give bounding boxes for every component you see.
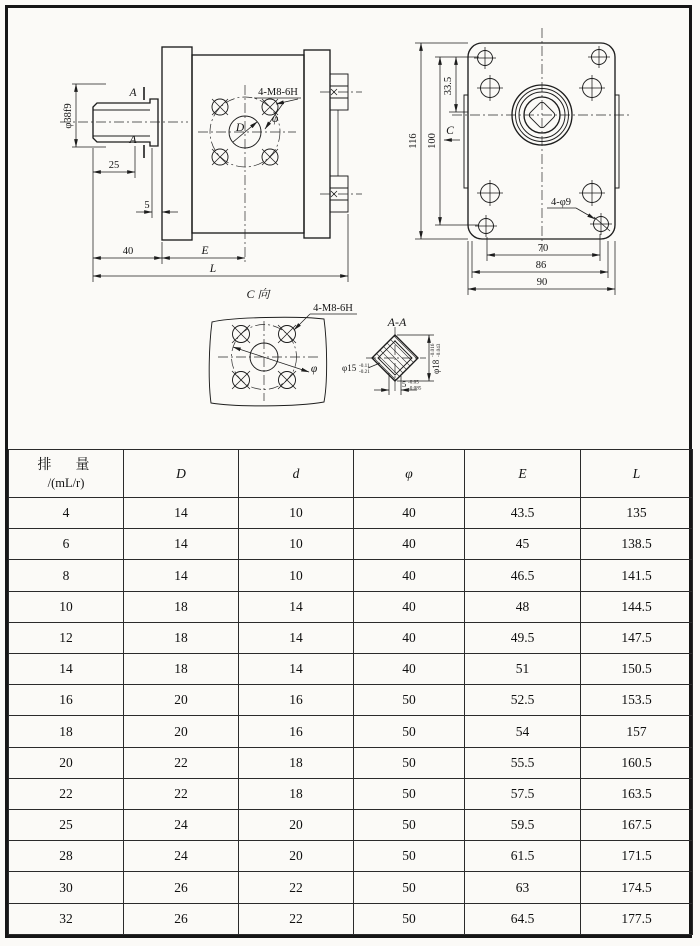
- cell-E: 63: [465, 872, 581, 903]
- side-view-drawing: [60, 47, 362, 282]
- cell-D: 26: [124, 872, 239, 903]
- cell-d: 20: [239, 810, 354, 841]
- cell-displacement: 14: [9, 654, 124, 685]
- cell-D: 20: [124, 716, 239, 747]
- cell-L: 174.5: [581, 872, 693, 903]
- cell-D: 14: [124, 560, 239, 591]
- cell-D: 20: [124, 685, 239, 716]
- dim-phi15: [342, 363, 380, 375]
- view-c-label: C: [446, 125, 454, 137]
- cell-L: 135: [581, 498, 693, 529]
- cell-phi: 40: [354, 498, 465, 529]
- cell-D: 22: [124, 747, 239, 778]
- cell-E: 51: [465, 654, 581, 685]
- bolt-circle-phi-label: φ: [271, 113, 279, 125]
- cell-D: 22: [124, 778, 239, 809]
- dim-40-E-L: [93, 214, 348, 282]
- svg-text:-0.085: -0.085: [408, 385, 422, 392]
- cell-displacement: 10: [9, 591, 124, 622]
- cell-phi: 50: [354, 810, 465, 841]
- c-view-drawing: [209, 287, 357, 406]
- cell-phi: 40: [354, 654, 465, 685]
- mid-holes: [477, 75, 605, 206]
- cell-phi: 40: [354, 560, 465, 591]
- cell-E: 45: [465, 529, 581, 560]
- cell-phi: 50: [354, 778, 465, 809]
- svg-text:φ38f9: φ38f9: [63, 103, 74, 129]
- header-E: E: [465, 450, 581, 498]
- port-fittings: [320, 74, 362, 212]
- table-row: [9, 654, 693, 685]
- cell-phi: 40: [354, 591, 465, 622]
- cell-D: 14: [124, 529, 239, 560]
- cell-D: 24: [124, 841, 239, 872]
- svg-text:-0.043: -0.043: [436, 343, 442, 357]
- cell-L: 144.5: [581, 591, 693, 622]
- svg-text:25: 25: [108, 160, 120, 171]
- table-header: [9, 450, 693, 498]
- table-row: [9, 498, 693, 529]
- svg-text:40: 40: [122, 246, 134, 257]
- cell-displacement: 30: [9, 872, 124, 903]
- pump-body: [192, 55, 304, 233]
- dim-shaft-dia: [63, 84, 106, 147]
- section-aa-title: A-A: [387, 315, 407, 329]
- displacement-spec-table: [8, 449, 693, 935]
- cell-phi: 50: [354, 716, 465, 747]
- flange-outline: [468, 43, 615, 239]
- header-L: L: [581, 450, 693, 498]
- cell-d: 10: [239, 498, 354, 529]
- hole-note: [547, 197, 610, 231]
- cell-d: 18: [239, 778, 354, 809]
- cell-displacement: 18: [9, 716, 124, 747]
- cell-phi: 50: [354, 903, 465, 934]
- header-displacement-unit: /(mL/r): [47, 475, 85, 490]
- cell-displacement: 16: [9, 685, 124, 716]
- svg-text:-0.21: -0.21: [359, 369, 370, 375]
- svg-text:86: 86: [535, 260, 547, 271]
- table-row: [9, 810, 693, 841]
- cell-E: 59.5: [465, 810, 581, 841]
- cell-phi: 50: [354, 872, 465, 903]
- cell-phi: 40: [354, 529, 465, 560]
- cell-L: 163.5: [581, 778, 693, 809]
- cell-D: 14: [124, 498, 239, 529]
- cell-d: 10: [239, 560, 354, 591]
- cell-d: 18: [239, 747, 354, 778]
- table-row: [9, 560, 693, 591]
- svg-text:70: 70: [537, 243, 549, 254]
- section-label-a-top: A: [129, 87, 137, 99]
- cell-d: 22: [239, 872, 354, 903]
- broken-plate-outline: [209, 317, 326, 406]
- cell-L: 138.5: [581, 529, 693, 560]
- cell-D: 24: [124, 810, 239, 841]
- table-row: [9, 685, 693, 716]
- rear-view-drawing: [408, 28, 632, 295]
- svg-text:90: 90: [536, 277, 548, 288]
- cell-E: 52.5: [465, 685, 581, 716]
- table-row: [9, 591, 693, 622]
- dim-70-86-90: [468, 234, 615, 295]
- cell-d: 14: [239, 654, 354, 685]
- c-view-title: C 向: [246, 287, 270, 301]
- svg-text:100: 100: [427, 133, 438, 149]
- cell-D: 18: [124, 591, 239, 622]
- cell-E: 57.5: [465, 778, 581, 809]
- dim-25: [93, 146, 135, 282]
- svg-text:33.5: 33.5: [443, 76, 454, 96]
- svg-text:-0.11: -0.11: [359, 363, 370, 369]
- header-D: D: [124, 450, 239, 498]
- cell-d: 14: [239, 622, 354, 653]
- cell-displacement: 6: [9, 529, 124, 560]
- section-label-a-bottom: A: [129, 134, 137, 146]
- cell-E: 49.5: [465, 622, 581, 653]
- cell-E: 46.5: [465, 560, 581, 591]
- table-row: [9, 903, 693, 934]
- cell-L: 157: [581, 716, 693, 747]
- cell-D: 26: [124, 903, 239, 934]
- cell-E: 48: [465, 591, 581, 622]
- svg-text:L: L: [209, 263, 217, 275]
- cell-L: 141.5: [581, 560, 693, 591]
- table-row: [9, 716, 693, 747]
- cell-L: 153.5: [581, 685, 693, 716]
- table-row: [9, 872, 693, 903]
- svg-text:φ15: φ15: [342, 363, 357, 373]
- section-aa-drawing: [342, 312, 442, 404]
- cell-displacement: 12: [9, 622, 124, 653]
- cell-phi: 50: [354, 747, 465, 778]
- cell-d: 20: [239, 841, 354, 872]
- cell-displacement: 32: [9, 903, 124, 934]
- cell-displacement: 28: [9, 841, 124, 872]
- cell-L: 171.5: [581, 841, 693, 872]
- cell-displacement: 20: [9, 747, 124, 778]
- header-displacement-cn: 排 量: [37, 458, 95, 474]
- svg-text:-0.05: -0.05: [408, 379, 419, 386]
- cell-phi: 50: [354, 685, 465, 716]
- table-row: [9, 778, 693, 809]
- cell-E: 64.5: [465, 903, 581, 934]
- cell-displacement: 8: [9, 560, 124, 591]
- cell-E: 54: [465, 716, 581, 747]
- port-dia-label: D: [235, 122, 245, 134]
- table-row: [9, 622, 693, 653]
- table-row: [9, 747, 693, 778]
- bolt-note: 4-M8-6H: [258, 87, 298, 98]
- cell-E: 43.5: [465, 498, 581, 529]
- svg-text:E: E: [201, 245, 209, 257]
- table-body: [9, 498, 693, 935]
- cell-d: 22: [239, 903, 354, 934]
- svg-text:5: 5: [402, 379, 407, 389]
- dim-5-spline: [374, 373, 422, 395]
- cell-D: 18: [124, 622, 239, 653]
- svg-text:116: 116: [408, 133, 419, 149]
- header-displacement: [9, 450, 124, 498]
- cell-d: 14: [239, 591, 354, 622]
- cell-D: 18: [124, 654, 239, 685]
- table-row: [9, 529, 693, 560]
- cell-displacement: 22: [9, 778, 124, 809]
- header-d: d: [239, 450, 354, 498]
- svg-text:5: 5: [144, 200, 150, 211]
- cell-L: 150.5: [581, 654, 693, 685]
- cell-L: 167.5: [581, 810, 693, 841]
- cell-phi: 40: [354, 622, 465, 653]
- cell-d: 10: [239, 529, 354, 560]
- cell-L: 177.5: [581, 903, 693, 934]
- svg-text:φ18: φ18: [431, 359, 441, 374]
- mounting-flange: [162, 47, 192, 240]
- cell-displacement: 4: [9, 498, 124, 529]
- svg-text:-0.016: -0.016: [430, 343, 436, 357]
- table-row: [9, 841, 693, 872]
- c-view-phi-label: φ: [310, 363, 318, 375]
- header-phi: φ: [354, 450, 465, 498]
- cell-displacement: 25: [9, 810, 124, 841]
- shaft-outline: [93, 99, 158, 146]
- dim-5: [136, 148, 178, 218]
- cell-E: 61.5: [465, 841, 581, 872]
- technical-drawing: [0, 0, 700, 449]
- cell-L: 160.5: [581, 747, 693, 778]
- cell-L: 147.5: [581, 622, 693, 653]
- cell-d: 16: [239, 716, 354, 747]
- svg-text:4-φ9: 4-φ9: [550, 197, 572, 208]
- c-view-bolt-note: 4-M8-6H: [313, 303, 353, 314]
- cell-phi: 50: [354, 841, 465, 872]
- cell-d: 16: [239, 685, 354, 716]
- cell-E: 55.5: [465, 747, 581, 778]
- rear-cover: [304, 50, 330, 238]
